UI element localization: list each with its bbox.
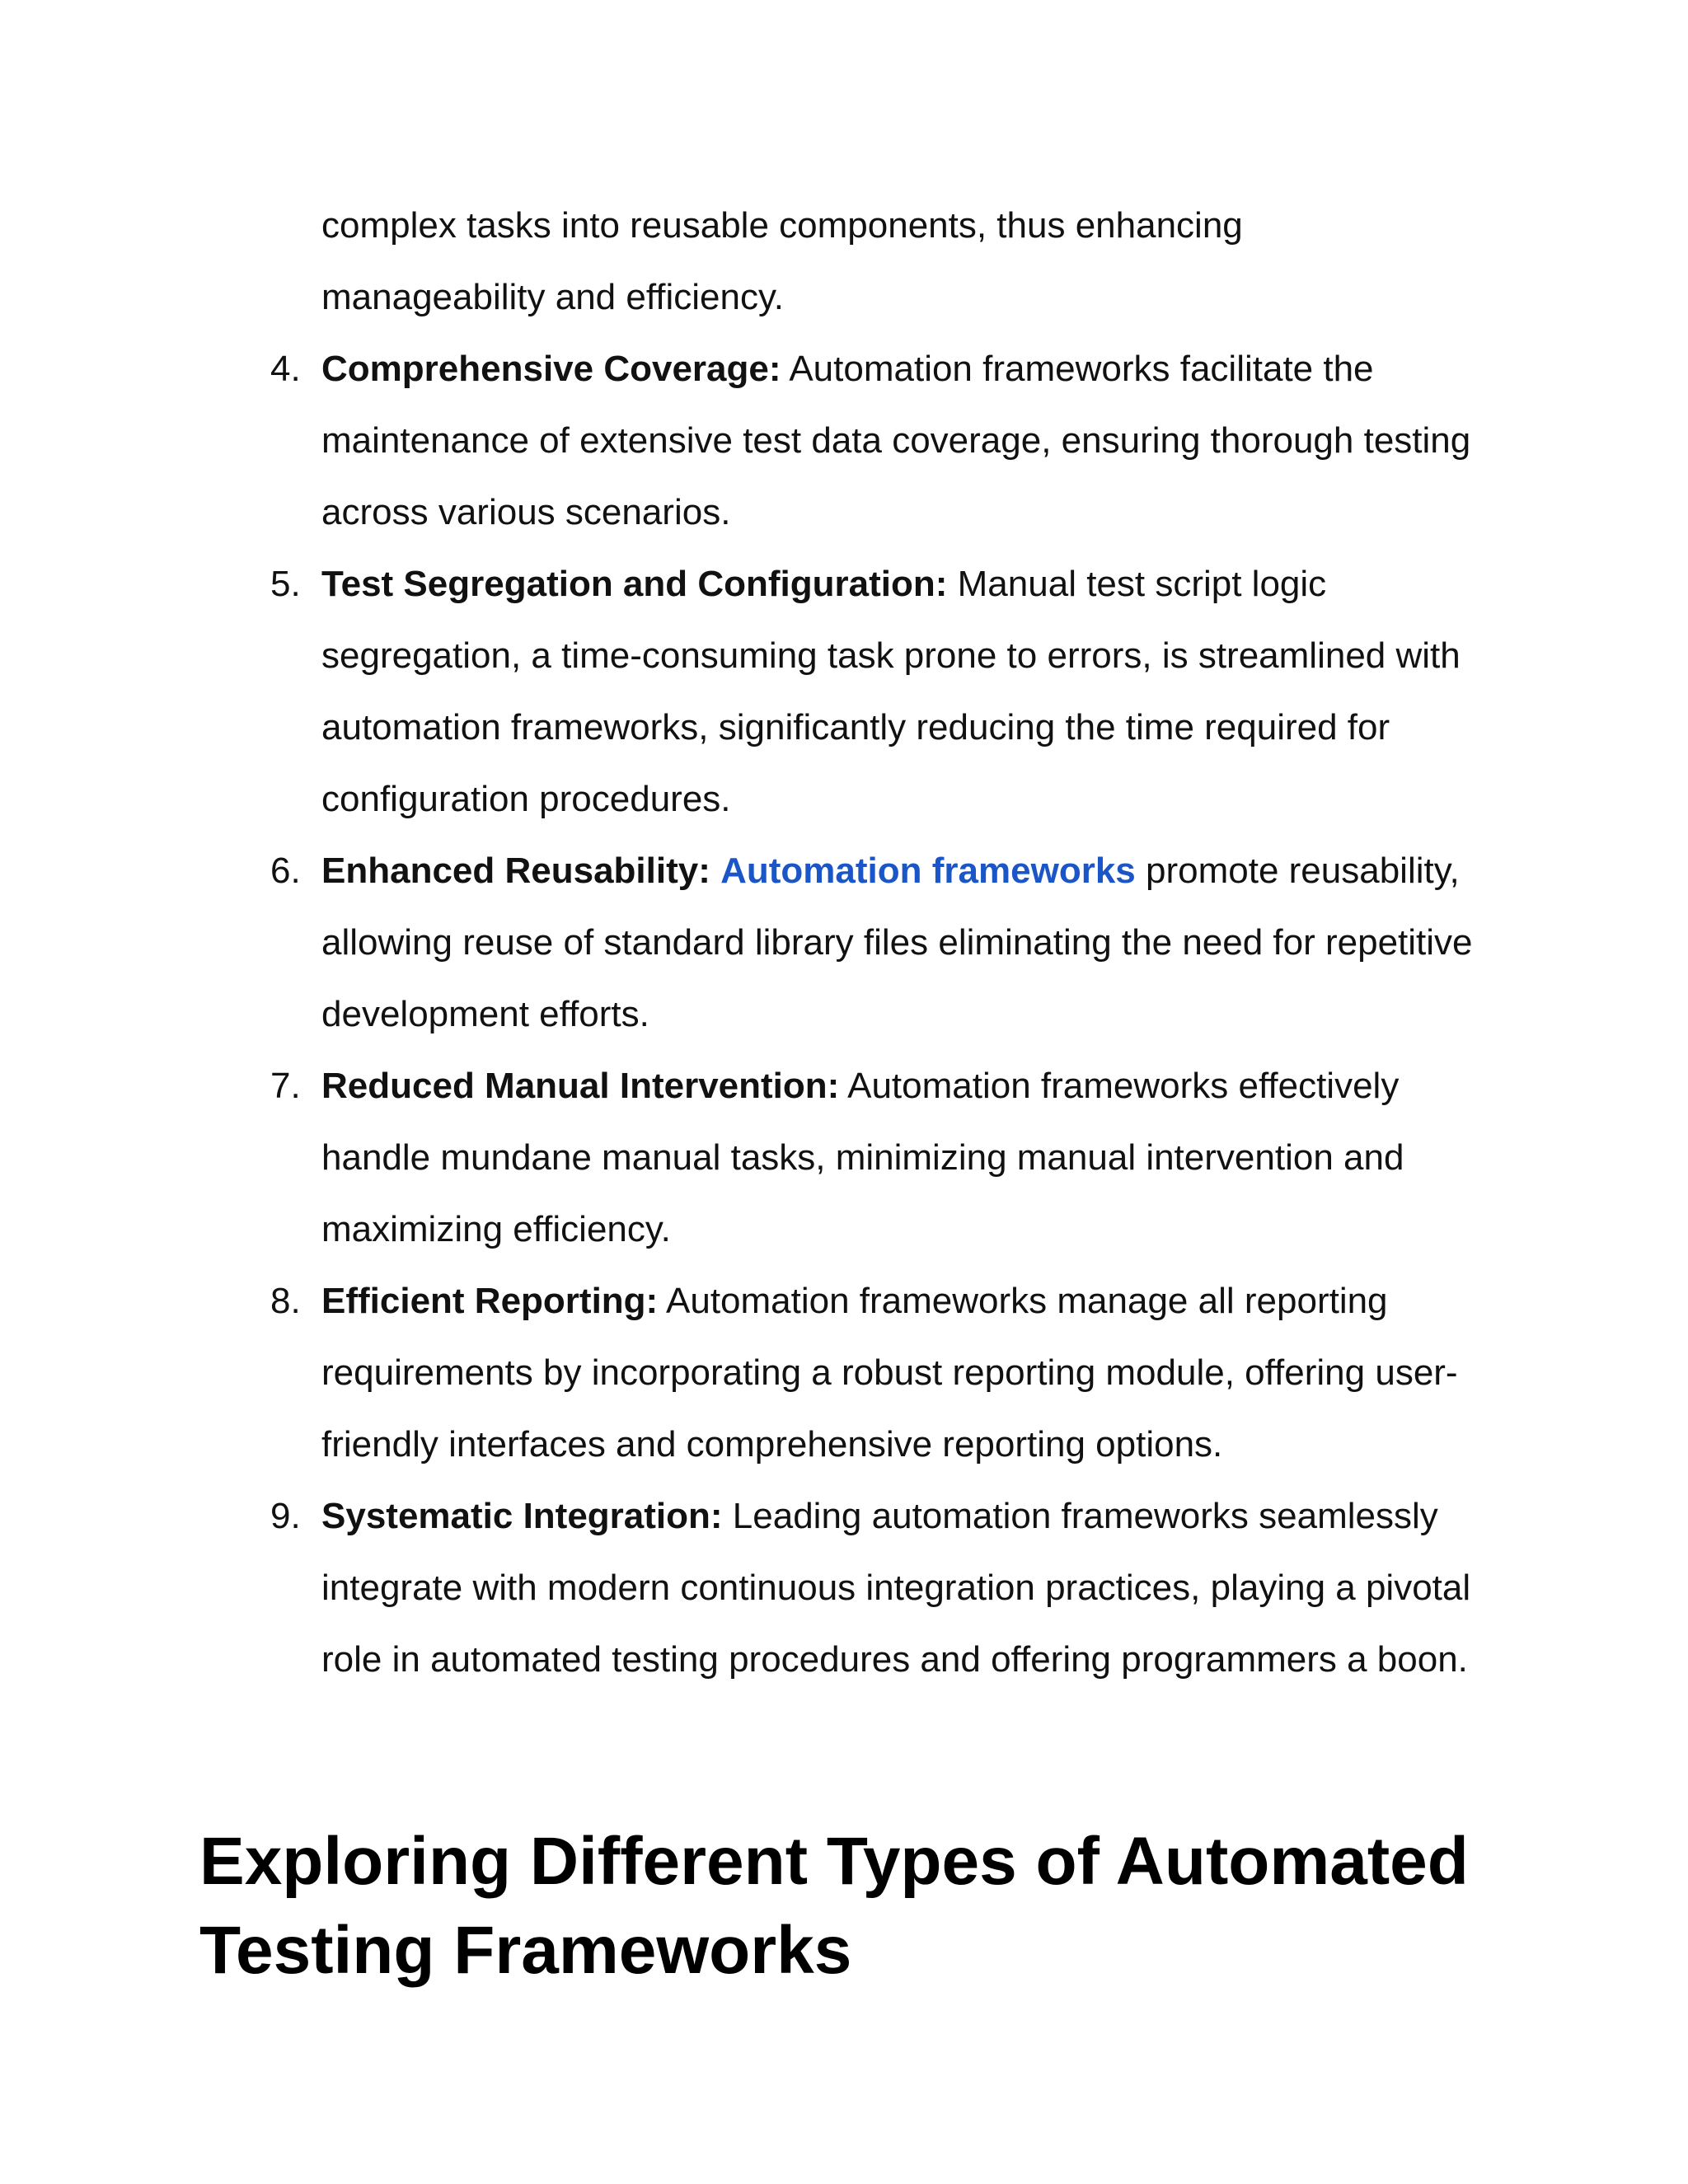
- list-item-label: Comprehensive Coverage:: [321, 349, 781, 389]
- list-item-label: Systematic Integration:: [321, 1496, 723, 1536]
- list-item: [270, 548, 1475, 835]
- list-item-label: Reduced Manual Intervention:: [321, 1066, 840, 1106]
- list-item-label: Test Segregation and Configuration:: [321, 564, 948, 604]
- list-item-text: Automation frameworks facilitate the maintenance of extensive test data coverage, ensuring thorough testing across various scenarios.: [321, 349, 1471, 532]
- list-item-number: 7.: [270, 1066, 301, 1106]
- list-item: [270, 1480, 1475, 1695]
- list-item-number: 8.: [270, 1281, 301, 1321]
- automation-frameworks-link[interactable]: Automation frameworks: [720, 851, 1136, 891]
- list-item-number: 5.: [270, 564, 301, 604]
- list-item: [270, 835, 1475, 1050]
- list-item: [270, 333, 1475, 548]
- list-item-text: promote reusability, allowing reuse of standard library files eliminating the need for repetitive development efforts.: [321, 851, 1473, 1034]
- list-item-label: Efficient Reporting:: [321, 1281, 659, 1321]
- benefits-list: [270, 333, 1475, 1695]
- list-item-text: Leading automation frameworks seamlessly integrate with modern continuous integration practices, playing a pivotal role in automated testing procedures and offering programmers a boon.: [321, 1496, 1471, 1680]
- continued-list-item-text: complex tasks into reusable components, thus enhancing manageability and efficiency.: [321, 205, 1243, 317]
- list-item-text: Automation frameworks manage all reporting requirements by incorporating a robust reporting module, offering user-friendly interfaces and comprehensive reporting options.: [321, 1281, 1458, 1465]
- list-item-text: Automation frameworks effectively handle mundane manual tasks, minimizing manual intervention and maximizing efficiency.: [321, 1066, 1404, 1249]
- list-item: [270, 1050, 1475, 1265]
- list-item-label: Enhanced Reusability:: [321, 851, 710, 891]
- list-item-number: 6.: [270, 851, 301, 891]
- list-item: [270, 1265, 1475, 1480]
- list-item-text: Manual test script logic segregation, a time-consuming task prone to errors, is streamlined with automation frameworks, significantly reducing the time required for configuration procedures.: [321, 564, 1461, 819]
- list-item-number: 9.: [270, 1496, 301, 1536]
- section-heading: Exploring Different Types of Automated Testing Frameworks: [199, 1824, 1469, 1988]
- list-item-number: 4.: [270, 349, 301, 389]
